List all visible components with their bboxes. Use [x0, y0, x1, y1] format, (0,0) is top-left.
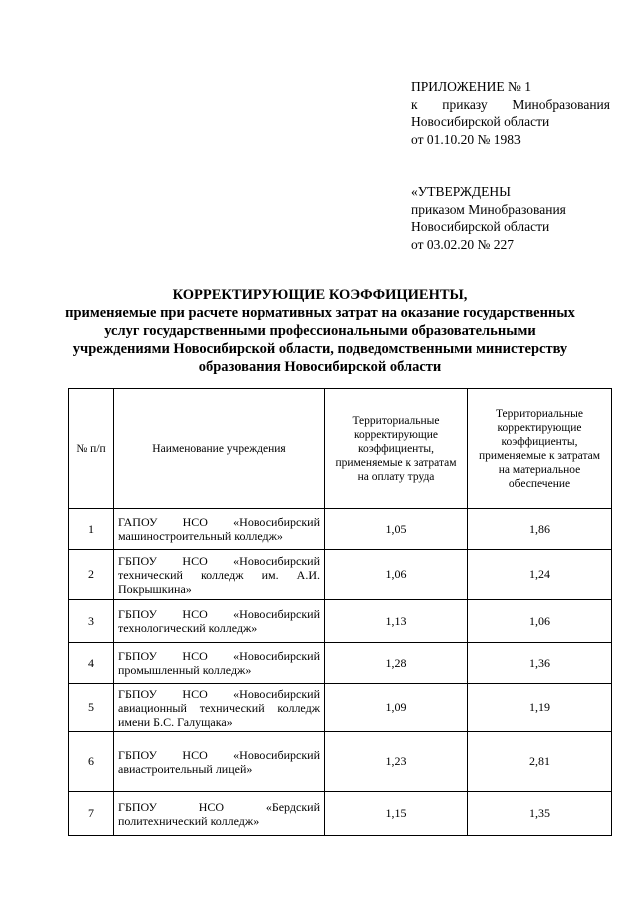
title-heading: КОРРЕКТИРУЮЩИЕ КОЭФФИЦИЕНТЫ,	[172, 287, 468, 303]
appendix-order-line	[411, 96, 610, 114]
name-line: ГБПОУ НСО «Новосибирский	[118, 649, 320, 663]
name-line: ГБПОУ НСО «Новосибирский	[118, 553, 320, 568]
row-num: 5	[69, 684, 114, 732]
document-title	[60, 286, 580, 376]
row-num: 4	[69, 643, 114, 684]
title-line: учреждениями Новосибирской области, подведомственными министерству	[72, 341, 568, 357]
name-line: ГБПОУ НСО «Новосибирский	[118, 686, 320, 701]
appendix-region: Новосибирской области	[411, 114, 550, 129]
table-row	[69, 732, 612, 792]
table-header-row	[69, 389, 612, 509]
row-material: 1,35	[468, 792, 612, 836]
name-line: ГБПОУ НСО «Бердский	[118, 799, 320, 814]
row-num: 2	[69, 550, 114, 600]
row-name	[114, 509, 325, 550]
appendix-word: Минобразования	[512, 96, 610, 112]
name-line: авиастроительный лицей»	[118, 761, 253, 776]
appendix-word: к	[411, 96, 418, 112]
name-line: Покрышкина»	[118, 581, 192, 596]
row-labor: 1,23	[325, 732, 468, 792]
table-row	[69, 600, 612, 643]
title-line: услуг государственными профессиональными образовательными	[104, 323, 536, 339]
approved-order: приказом Минобразования	[411, 201, 566, 217]
title-line: образования Новосибирской области	[198, 359, 442, 375]
name-line: имени Б.С. Галущака»	[118, 714, 233, 729]
table-row	[69, 792, 612, 836]
name-line: промышленный колледж»	[118, 663, 252, 677]
table-row	[69, 550, 612, 600]
row-name	[114, 732, 325, 792]
name-line: ГБПОУ НСО «Новосибирский	[118, 607, 320, 621]
row-material: 1,06	[468, 600, 612, 643]
approved-date: от 03.02.20 № 227	[411, 236, 514, 252]
row-labor: 1,09	[325, 684, 468, 732]
row-material: 1,24	[468, 550, 612, 600]
row-labor: 1,28	[325, 643, 468, 684]
row-name	[114, 792, 325, 836]
table-row	[69, 509, 612, 550]
title-line: применяемые при расчете нормативных затрат на оказание государственных	[65, 305, 575, 321]
name-line: ГАПОУ НСО «Новосибирский	[118, 515, 320, 529]
appendix-word: приказу	[442, 96, 488, 112]
name-line: технический колледж им. А.И.	[118, 567, 320, 582]
name-line: технологический колледж»	[118, 621, 258, 635]
header-num: № п/п	[69, 389, 114, 509]
row-name	[114, 550, 325, 600]
name-line: ГБПОУ НСО «Новосибирский	[118, 747, 320, 762]
approved-block	[411, 183, 610, 253]
coefficients-table	[68, 388, 612, 836]
approved-region: Новосибирской области	[411, 219, 550, 234]
header-material: Территориальные корректирующие коэффициенты, применяемые к затратам на материальное обеспечение	[468, 389, 612, 509]
header-name: Наименование учреждения	[114, 389, 325, 509]
row-num: 6	[69, 732, 114, 792]
row-labor: 1,06	[325, 550, 468, 600]
row-labor: 1,13	[325, 600, 468, 643]
row-material: 1,36	[468, 643, 612, 684]
row-material: 1,86	[468, 509, 612, 550]
row-material: 2,81	[468, 732, 612, 792]
row-name	[114, 684, 325, 732]
appendix-title: ПРИЛОЖЕНИЕ № 1	[411, 79, 532, 94]
row-name	[114, 600, 325, 643]
header-labor: Территориальные корректирующие коэффициенты, применяемые к затратам на оплату труда	[325, 389, 468, 509]
row-labor: 1,05	[325, 509, 468, 550]
name-line: авиационный технический колледж	[118, 700, 320, 715]
row-name	[114, 643, 325, 684]
appendix-date: от 01.10.20 № 1983	[411, 131, 521, 147]
table-row	[69, 643, 612, 684]
approved-title: «УТВЕРЖДЕНЫ	[411, 184, 511, 199]
row-labor: 1,15	[325, 792, 468, 836]
name-line: машиностроительный колледж»	[118, 529, 283, 543]
table-row	[69, 684, 612, 732]
appendix-block	[411, 78, 610, 148]
name-line: политехнический колледж»	[118, 813, 260, 828]
row-num: 3	[69, 600, 114, 643]
row-num: 1	[69, 509, 114, 550]
row-material: 1,19	[468, 684, 612, 732]
row-num: 7	[69, 792, 114, 836]
